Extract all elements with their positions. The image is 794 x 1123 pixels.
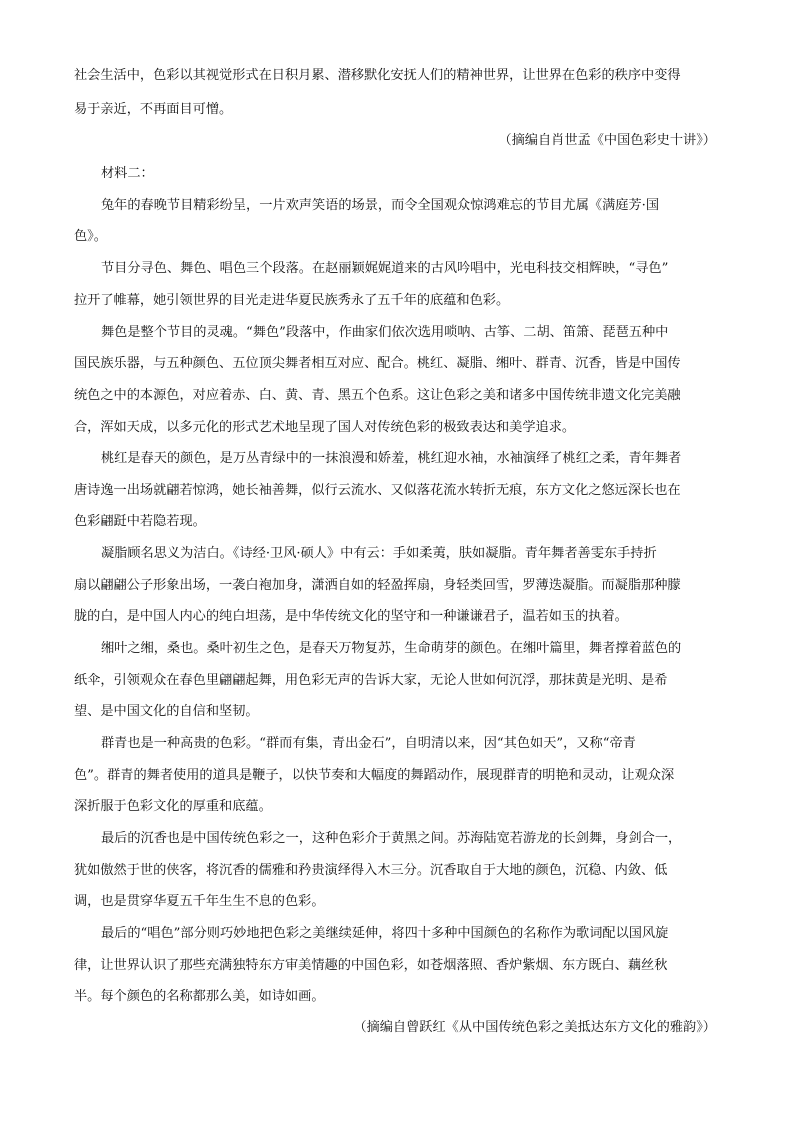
text-line: 社会生活中，色彩以其视觉形式在日积月累、潜移默化安抚人们的精神世界，让世界在色彩的秩序中变得 [74, 68, 681, 83]
text-line: 最后的“唱色”部分则巧妙地把色彩之美继续延伸，将四十多种中国颜色的名称作为歌词配以国风旋 [101, 926, 669, 941]
text-line: 节目分寻色、舞色、唱色三个段落。在赵丽颖娓娓道来的古风吟唱中，光电科技交相辉映，“寻色” [101, 261, 669, 276]
text-line: 望、是中国文化的自信和坚韧。 [74, 704, 259, 719]
text-line: 最后的沉香也是中国传统色彩之一，这种色彩介于黄黑之间。苏海陆宽若游龙的长剑舞，身剑合一， [101, 831, 682, 846]
text-line: 纸伞，引领观众在春色里翩翩起舞，用色彩无声的告诉大家，无论人世如何沉浮，那抹黄是光明、是希 [74, 673, 668, 688]
text-line: 桃红是春天的颜色，是万丛青绿中的一抹浪漫和娇羞，桃红迎水袖，水袖演绎了桃红之柔，青年舞者 [101, 451, 682, 466]
text-line: 犹如傲然于世的侠客，将沉香的儒雅和矜贵演绎得入木三分。沉香取自于大地的颜色，沉稳、内敛、低 [74, 863, 668, 878]
text-line: 扇以翩翩公子形象出场，一袭白袍加身，潇洒自如的轻盈挥扇，身轻类回雪，罗薄迭凝脂。而凝脂那种朦 [74, 578, 681, 593]
text-line: 律，让世界认识了那些充满独特东方审美情趣的中国色彩，如苍烟落照、香炉紫烟、东方既白、藕丝秋 [74, 958, 668, 973]
section-heading: 材料二： [101, 166, 154, 181]
text-line: 凝脂顾名思义为洁白。《诗经·卫风·硕人》中有云：手如柔荑，肤如凝脂。青年舞者善雯东手持折 [101, 546, 657, 561]
text-line: 舞色是整个节目的灵魂。“舞色”段落中，作曲家们依次选用唢呐、古筝、二胡、笛箫、琵琶五种中 [101, 325, 669, 340]
text-line: 胧的白，是中国人内心的纯白坦荡，是中华传统文化的坚守和一种谦谦君子，温若如玉的执着。 [74, 609, 628, 624]
text-line: 拉开了帷幕，她引领世界的目光走进华夏民族秀永了五千年的底蕴和色彩。 [74, 293, 510, 308]
text-line: 缃叶之缃，桑也。桑叶初生之色，是春天万物复苏，生命萌芽的颜色。在缃叶篇里，舞者撑着蓝色的 [101, 641, 682, 656]
text-line: 调，也是贯穿华夏五千年生生不息的色彩。 [74, 894, 325, 909]
text-line: 深折服于色彩文化的厚重和底蕴。 [74, 799, 272, 814]
source-citation: （摘编自肖世孟《中国色彩史十讲》） [498, 133, 716, 148]
source-citation: （摘编自曾跃红《从中国传统色彩之美抵达东方文化的雅韵》） [353, 1020, 716, 1035]
text-line: 唐诗逸一出场就翩若惊鸿，她长袖善舞，似行云流水、又似落花流水转折无痕，东方文化之悠远深长也在 [74, 483, 681, 498]
text-line: 群青也是一种高贵的色彩。“群而有集，青出金石”，自明清以来，因“其色如天”，又称“帝青 [101, 736, 636, 751]
text-line: 色”。群青的舞者使用的道具是鞭子，以快节奏和大幅度的舞蹈动作，展现群青的明艳和灵动，让观众深 [74, 768, 675, 783]
text-line: 合，浑如天成，以多元化的形式艺术地呈现了国人对传统色彩的极致表达和美学追求。 [74, 420, 576, 435]
text-line: 国民族乐器，与五种颜色、五位顶尖舞者相互对应、配合。桃红、凝脂、缃叶、群青、沉香，皆是中国传 [74, 356, 681, 371]
text-line: 色》。 [74, 229, 107, 244]
text-line: 统色之中的本源色，对应着赤、白、黄、青、黑五个色系。这让色彩之美和诸多中国传统非遗文化完美融 [74, 388, 681, 403]
text-line: 色彩翩跹中若隐若现。 [74, 514, 206, 529]
text-line: 半。每个颜色的名称都那么美，如诗如画。 [74, 989, 325, 1004]
text-line: 易于亲近，不再面目可憎。 [74, 102, 233, 117]
text-line: 兔年的春晚节目精彩纷呈，一片欢声笑语的场景，而令全国观众惊鸿难忘的节目尤属《满庭芳·国 [101, 198, 660, 213]
